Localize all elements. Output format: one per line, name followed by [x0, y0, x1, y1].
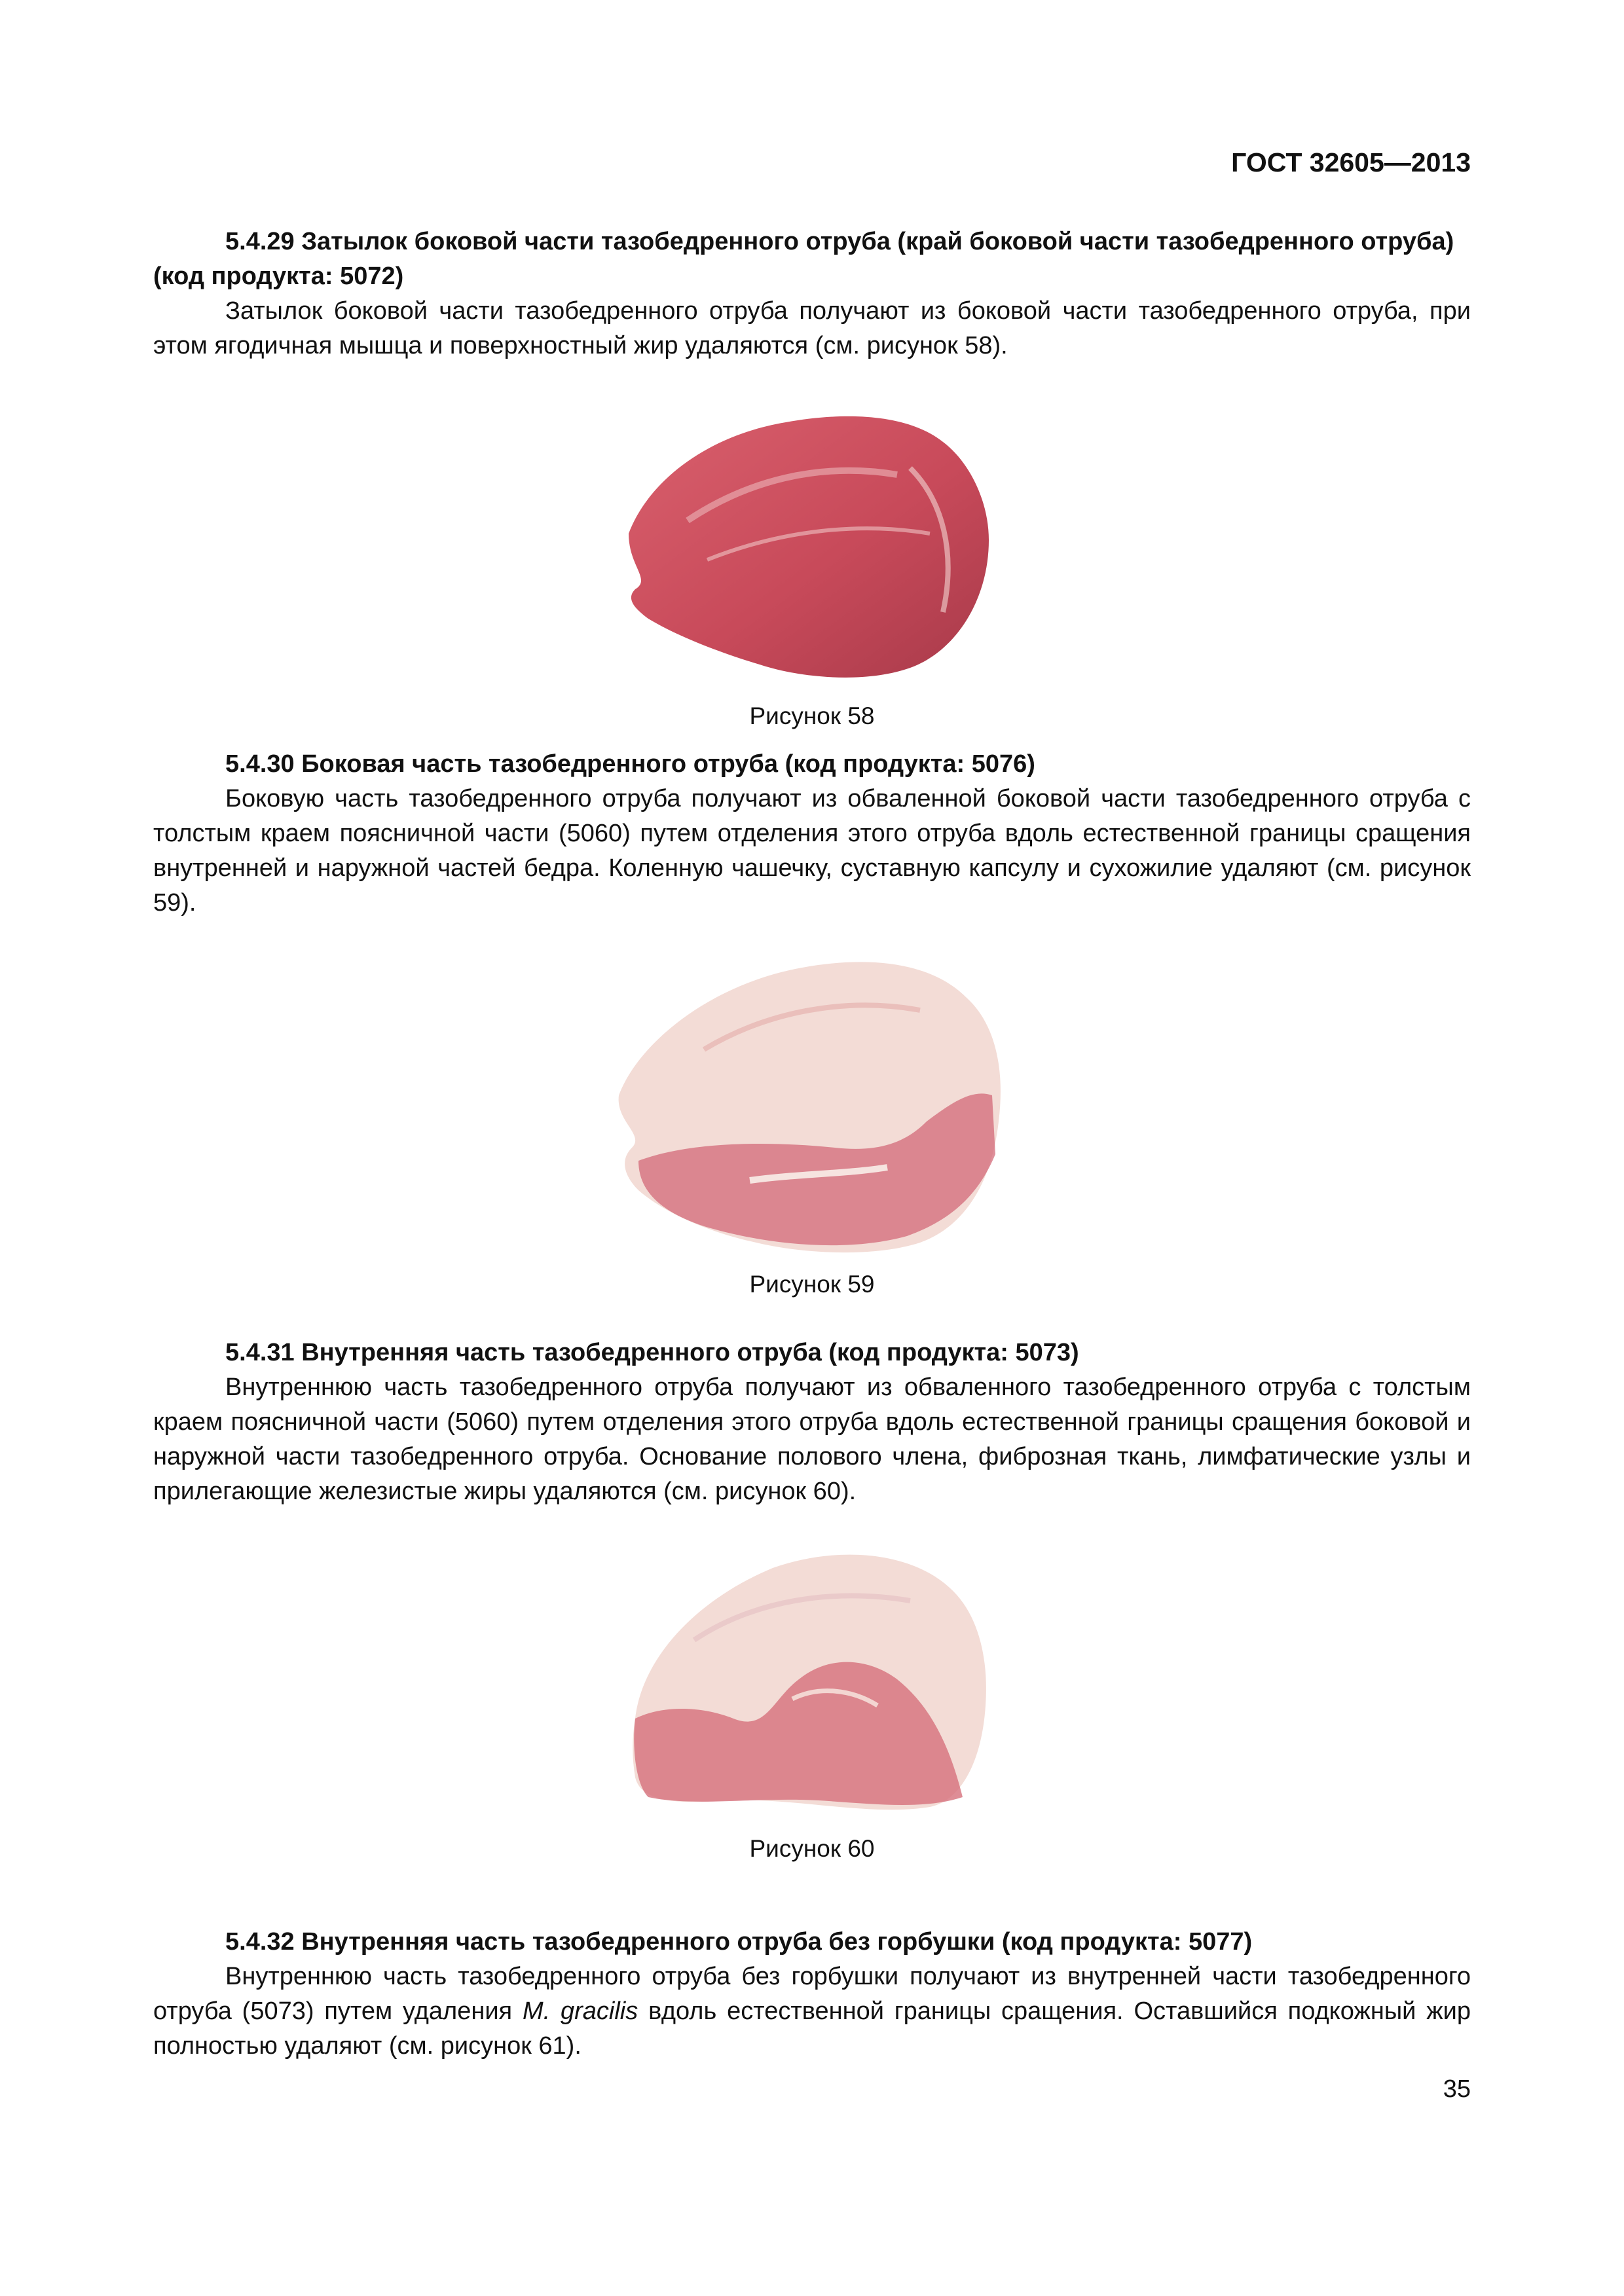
section-body: Внутреннюю часть тазобедренного отруба получают из обваленного тазобедренного отруба с толстым краем поясничной части (5060) путем отделения этого отруба вдоль естественной границы сращения боковой и наружной части тазобедренного отруба. Основание полового члена, фиброзная ткань, лимфатические узлы и прилегающие железистые жиры удаляются (см. рисунок 60).: [153, 1374, 1471, 1505]
meat-photo-60: [622, 1548, 1002, 1823]
page-number: 35: [1443, 2075, 1471, 2103]
figure-58: [0, 403, 1624, 730]
section-title: 5.4.32 Внутренняя часть тазобедренного отруба без горбушки (код продукта: 5077): [225, 1928, 1253, 1956]
section-title: 5.4.31 Внутренняя часть тазобедренного отруба (код продукта: 5073): [225, 1339, 1079, 1366]
section-body: Затылок боковой части тазобедренного отруба получают из боковой части тазобедренного отруба, при этом ягодичная мышца и поверхностный жир удаляются (см. рисунок 58).: [153, 297, 1471, 359]
section-title: 5.4.29 Затылок боковой части тазобедренного отруба (край боковой части тазобедренного отруба) (код продукта: 5072): [153, 228, 1454, 290]
section-body: Боковую часть тазобедренного отруба получают из обваленной боковой части тазобедренного отруба с толстым краем поясничной части (5060) путем отделения этого отруба вдоль естественной границы сращения внутренней и наружной частей бедра. Коленную чашечку, суставную капсулу и сухожилие удаляют (см. рисунок 59).: [153, 785, 1471, 917]
figure-caption: Рисунок 59: [749, 1271, 875, 1298]
document-id: ГОСТ 32605—2013: [1231, 147, 1471, 177]
figure-59: [0, 945, 1624, 1298]
body-text: вдоль естественной границы сращения. Оставшийся подкожный жир полностью удаляют (см. рисунок 61).: [153, 1997, 1471, 2060]
section-title: 5.4.30 Боковая часть тазобедренного отруба (код продукта: 5076): [225, 750, 1035, 778]
meat-photo-58: [602, 403, 1022, 691]
section-5-4-31: [153, 1336, 1471, 1509]
section-5-4-32: [153, 1925, 1471, 2064]
figure-60: [0, 1548, 1624, 1863]
figure-caption: Рисунок 60: [749, 1835, 875, 1862]
meat-photo-59: [599, 945, 1025, 1259]
section-body: [153, 1959, 1471, 2064]
section-5-4-30: [153, 747, 1471, 920]
figure-caption: Рисунок 58: [749, 702, 875, 729]
section-5-4-29: [153, 225, 1471, 363]
latin-term: M. gracilis: [522, 1997, 638, 2025]
body-text: Внутреннюю часть тазобедренного отруба без горбушки получают из внутренней части тазобедренного отруба (5073) путем удаления: [153, 1963, 1471, 2025]
